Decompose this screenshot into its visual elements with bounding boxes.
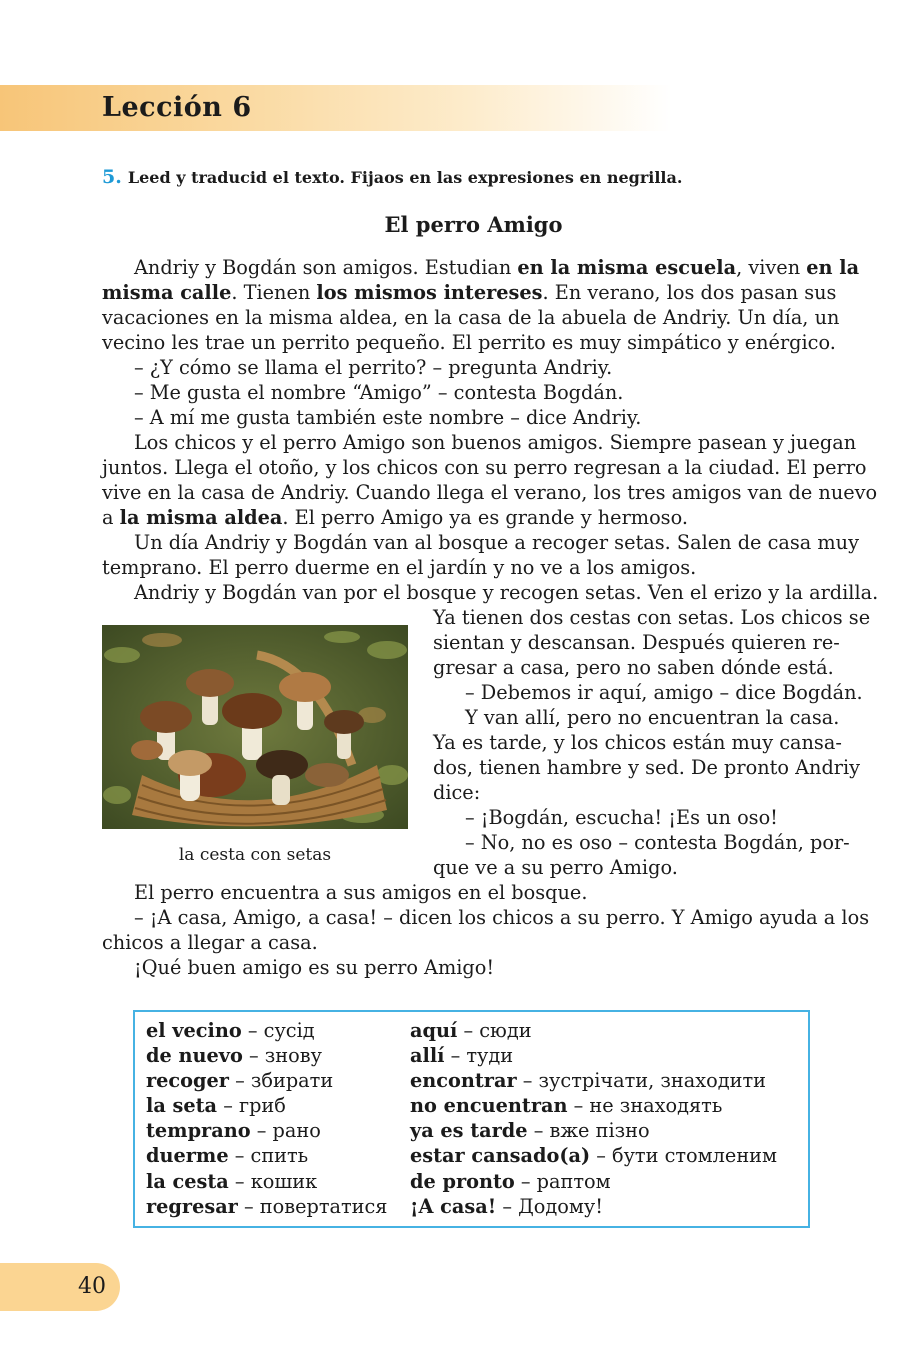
dialogue-line: – A mí me gusta también este nombre – dice Andriy. — [134, 406, 642, 429]
text-line — [102, 530, 859, 555]
task-number: 5. — [102, 166, 122, 188]
text-segment: . Tienen — [231, 281, 317, 305]
vocabulary-translation: вже пізно — [549, 1119, 650, 1143]
text-line: – No, no es oso – contesta Bogdán, por- — [465, 831, 850, 854]
vocabulary-term: no encuentran — [410, 1094, 568, 1118]
dialogue-line: – Me gusta el nombre “Amigo” – contesta Bogdán. — [134, 381, 624, 404]
vocabulary-entry: de nuevo – знову — [146, 1044, 322, 1068]
bold-expression: misma calle — [102, 281, 232, 305]
vocabulary-term: duerme — [146, 1144, 229, 1168]
bold-expression: en la misma escuela — [517, 256, 737, 279]
vocabulary-translation: сюди — [479, 1019, 532, 1042]
text-line: dice: — [433, 781, 481, 805]
text-line: dos, tienen hambre y sed. De pronto Andriy — [433, 756, 861, 780]
vocabulary-entry: ya es tarde – вже пізно — [410, 1119, 650, 1143]
text-segment: temprano. El perro duerme en el jardín y no ve a los amigos. — [102, 556, 697, 580]
vocabulary-entry: no encuentran – не знаходять — [410, 1094, 723, 1118]
dialogue-line: – ¡Bogdán, escucha! ¡Es un oso! — [465, 806, 778, 829]
vocabulary-term: de nuevo — [146, 1044, 243, 1068]
text-segment: vacaciones en la misma aldea, en la casa de la abuela de Andriy. Un día, un — [102, 306, 840, 330]
vocabulary-term: estar cansado(a) — [410, 1144, 591, 1168]
text-line: chicos a llegar a casa. — [102, 931, 318, 955]
vocabulary-entry: allí – туди — [410, 1044, 514, 1068]
mushroom-basket-illustration — [102, 625, 408, 829]
vocabulary-translation: зустрічати, знаходити — [538, 1069, 766, 1093]
vocabulary-entry: recoger – збирати — [146, 1069, 334, 1093]
text-line — [102, 505, 845, 530]
vocabulary-entry: estar cansado(a) – бути стомленим — [410, 1144, 778, 1168]
vocabulary-translation: рано — [272, 1119, 321, 1143]
dialogue-line-block — [102, 905, 870, 955]
text-segment: vecino les trae un perrito pequeño. El perrito es muy simpático y enérgico. — [102, 331, 836, 355]
text-segment: Un día Andriy y Bogdán van al bosque a recoger setas. Salen de casa muy — [134, 531, 859, 554]
text-line — [102, 305, 845, 330]
vocabulary-translation: раптом — [536, 1169, 611, 1193]
vocabulary-entry: ¡A casa! – Додому! — [410, 1194, 603, 1218]
text-segment: Andriy y Bogdán son amigos. Estudian — [134, 256, 518, 279]
text-segment: a — [102, 506, 120, 530]
text-line — [102, 280, 845, 305]
lesson-header-band — [0, 85, 672, 131]
text-line — [102, 430, 857, 455]
mushroom-basket-image — [102, 625, 408, 829]
vocabulary-translation: кошик — [250, 1169, 318, 1193]
vocabulary-term: encontrar — [410, 1069, 517, 1093]
vocabulary-entry: duerme – спить — [146, 1144, 309, 1168]
story-title: El perro Amigo — [384, 212, 563, 237]
text-segment: . En verano, los dos pasan sus — [542, 281, 837, 305]
vocabulary-translation: не знаходять — [589, 1094, 723, 1118]
vocabulary-translation: збирати — [250, 1069, 334, 1093]
dialogue-line-block — [433, 830, 850, 880]
image-caption: la cesta con setas — [178, 845, 332, 865]
dialogue-line: – Debemos ir aquí, amigo – dice Bogdán. — [465, 681, 863, 704]
vocabulary-column-right — [410, 1018, 777, 1219]
vocabulary-term: ¡A casa! — [410, 1194, 497, 1218]
text-line — [102, 555, 845, 580]
text-line: gresar a casa, pero no saben dónde está. — [433, 656, 834, 680]
bold-expression: los mismos intereses — [316, 281, 543, 305]
vocabulary-term: ya es tarde — [410, 1119, 528, 1143]
paragraph-5 — [433, 705, 861, 805]
vocabulary-box — [133, 1010, 810, 1228]
paragraph-6: El perro encuentra a sus amigos en el bosque. — [134, 881, 588, 904]
dialogue-line: – ¿Y cómo se llama el perrito? – pregunta Andriy. — [134, 356, 613, 379]
paragraph-3 — [102, 530, 859, 580]
bold-expression: la misma aldea — [119, 506, 283, 530]
vocabulary-entry: regresar – повертатися — [146, 1194, 388, 1218]
vocabulary-translation: гриб — [238, 1094, 286, 1118]
vocabulary-term: allí — [410, 1044, 445, 1068]
vocabulary-term: aquí — [410, 1019, 458, 1042]
text-segment: juntos. Llega el otoño, y los chicos con su perro regresan a la ciudad. El perro — [102, 456, 867, 480]
text-segment: vive en la casa de Andriy. Cuando llega el verano, los tres amigos van de nuevo — [102, 481, 878, 505]
vocabulary-translation: туди — [466, 1044, 514, 1068]
vocabulary-translation: Додому! — [518, 1194, 603, 1218]
task-instruction — [102, 165, 682, 190]
text-segment: , viven — [736, 256, 807, 279]
text-line: Y van allí, pero no encuentran la casa. — [465, 706, 840, 729]
vocabulary-term: el vecino — [146, 1019, 242, 1042]
vocabulary-term: la cesta — [146, 1169, 229, 1193]
vocabulary-term: la seta — [146, 1094, 218, 1118]
vocabulary-column-left — [146, 1018, 387, 1219]
vocabulary-translation: повертатися — [259, 1194, 388, 1218]
vocabulary-entry: de pronto – раптом — [410, 1169, 611, 1193]
vocabulary-entry: el vecino – сусід — [146, 1019, 315, 1042]
page-number: 40 — [78, 1274, 106, 1299]
vocabulary-translation: знову — [264, 1044, 322, 1068]
vocabulary-entry: la seta – гриб — [146, 1094, 286, 1118]
text-line — [102, 455, 867, 480]
text-line: Ya tienen dos cestas con setas. Los chicos se — [433, 606, 871, 629]
text-segment: . El perro Amigo ya es grande y hermoso. — [282, 506, 688, 530]
text-line: que ve a su perro Amigo. — [433, 856, 678, 880]
paragraph-1 — [102, 255, 860, 355]
vocabulary-term: recoger — [146, 1069, 229, 1093]
text-line: sientan y descansan. Después quieren re- — [433, 631, 840, 655]
paragraph-4-rest — [433, 605, 871, 680]
text-line — [102, 330, 845, 355]
vocabulary-translation: спить — [250, 1144, 309, 1168]
bold-expression: en la — [806, 256, 860, 279]
vocabulary-entry: aquí – сюди — [410, 1019, 532, 1042]
text-line — [102, 480, 878, 505]
task-text: Leed y traducid el texto. Fijaos en las expresiones en negrilla. — [127, 168, 683, 187]
vocabulary-term: de pronto — [410, 1169, 515, 1193]
vocabulary-translation: сусід — [263, 1019, 315, 1042]
vocabulary-term: regresar — [146, 1194, 238, 1218]
text-line: Ya es tarde, y los chicos están muy cansa- — [433, 731, 842, 755]
vocabulary-entry: la cesta – кошик — [146, 1169, 318, 1193]
paragraph-7: ¡Qué buen amigo es su perro Amigo! — [134, 956, 495, 979]
vocabulary-term: temprano — [146, 1119, 251, 1143]
paragraph-2 — [102, 430, 878, 530]
text-segment: Los chicos y el perro Amigo son buenos amigos. Siempre pasean y juegan — [134, 431, 857, 454]
text-line: – ¡A casa, Amigo, a casa! – dicen los chicos a su perro. Y Amigo ayuda a los — [134, 906, 870, 929]
vocabulary-translation: бути стомленим — [611, 1144, 778, 1168]
text-line — [102, 255, 860, 280]
paragraph-4-first-line: Andriy y Bogdán van por el bosque y recogen setas. Ven el erizo y la ardilla. — [134, 581, 879, 604]
vocabulary-entry: temprano – рано — [146, 1119, 321, 1143]
lesson-title: Lección 6 — [102, 92, 252, 123]
vocabulary-entry: encontrar – зустрічати, знаходити — [410, 1069, 766, 1093]
